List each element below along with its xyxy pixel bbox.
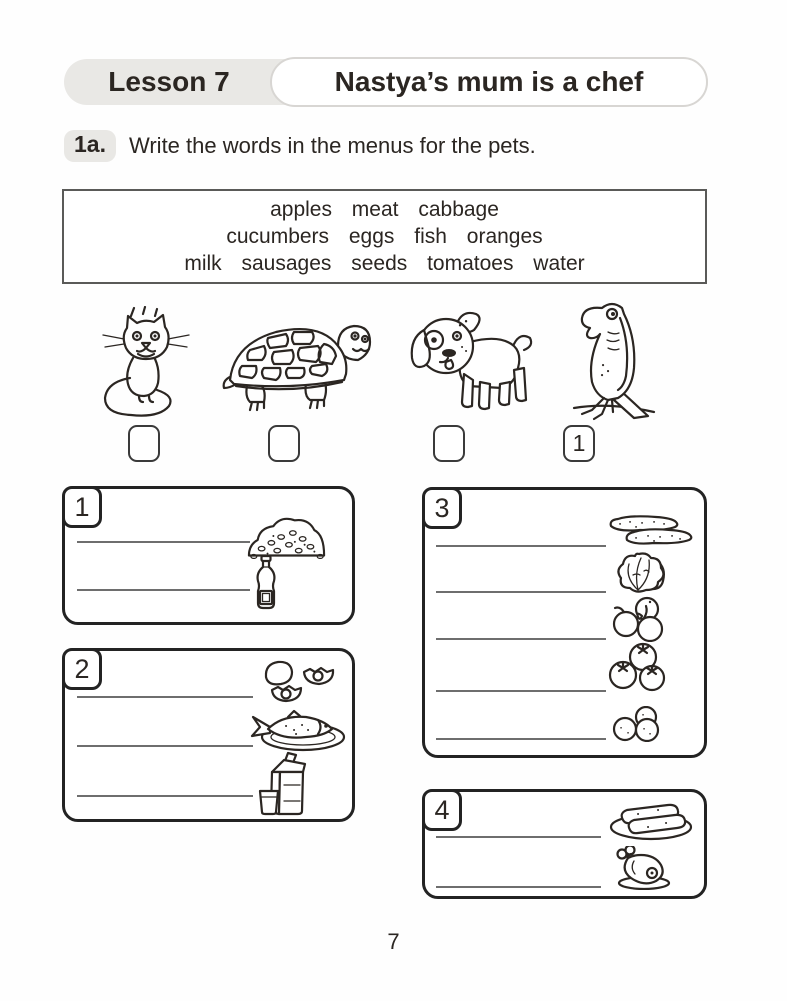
water-bottle-icon: [253, 555, 279, 616]
menu-box-3: [422, 487, 707, 758]
eggs-icon: [255, 657, 341, 710]
word-bank-line: apples meat cabbage: [270, 198, 499, 221]
task-instruction: Write the words in the menus for the pets.: [128, 133, 536, 158]
answer-line[interactable]: [436, 836, 601, 838]
milk-icon: [257, 751, 309, 822]
answer-line[interactable]: [77, 541, 250, 543]
menu-box-2: [62, 648, 355, 822]
lesson-number-label: Lesson 7: [108, 66, 230, 97]
task-number-badge: 1a.: [64, 130, 116, 162]
answer-line[interactable]: [436, 545, 606, 547]
menu-2-number: 2: [62, 648, 102, 690]
cat-answer-box[interactable]: [128, 425, 160, 462]
cabbage-icon: [613, 551, 667, 600]
menu-1-number: 1: [62, 486, 102, 528]
menu-4-number: 4: [422, 789, 462, 831]
turtle-illustration: [220, 316, 378, 421]
dog-illustration: [402, 308, 534, 421]
parrot-illustration: [560, 298, 662, 427]
word-bank-line: milk sausages seeds tomatoes water: [184, 252, 585, 275]
parrot-answer-box[interactable]: 1: [563, 425, 595, 462]
apples-icon: [612, 596, 668, 647]
menu-box-1: [62, 486, 355, 625]
answer-line[interactable]: [77, 589, 250, 591]
answer-line[interactable]: [77, 795, 253, 797]
dog-answer-box[interactable]: [433, 425, 465, 462]
answer-line[interactable]: [436, 638, 606, 640]
lesson-header: [64, 59, 708, 105]
oranges-icon: [611, 706, 665, 747]
answer-line[interactable]: [77, 696, 253, 698]
answer-line[interactable]: [436, 591, 606, 593]
tomatoes-icon: [606, 642, 672, 697]
answer-line[interactable]: [436, 738, 606, 740]
task-row: [64, 130, 536, 162]
cat-illustration: [97, 306, 191, 423]
answer-line[interactable]: [436, 886, 601, 888]
answer-line[interactable]: [77, 745, 253, 747]
sausages-icon: [608, 801, 694, 846]
meat-icon: [613, 846, 671, 895]
menu-3-number: 3: [422, 487, 462, 529]
word-bank-box: [62, 189, 707, 284]
cucumbers-icon: [606, 513, 696, 554]
word-bank-line: cucumbers eggs fish oranges: [226, 225, 543, 248]
page-number: 7: [387, 929, 400, 954]
turtle-answer-box[interactable]: [268, 425, 300, 462]
lesson-title: Nastya’s mum is a chef: [270, 57, 708, 107]
answer-line[interactable]: [436, 690, 606, 692]
menu-box-4: [422, 789, 707, 899]
